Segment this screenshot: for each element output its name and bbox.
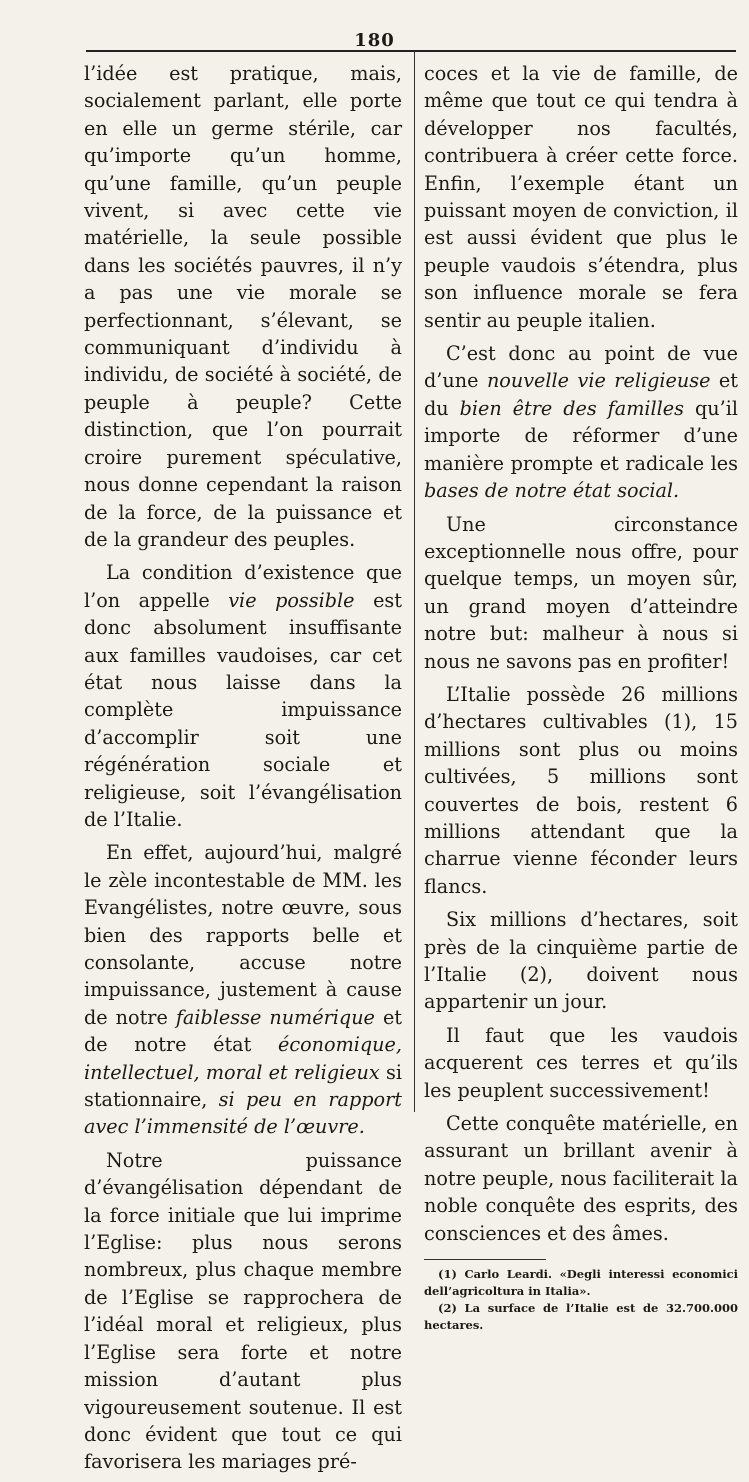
text-run: l’idée est pratique, mais, socialement parlant, elle porte en elle un germe stérile, car qu’importe qu’un homme, qu’une famille, qu’un peuple vivent, si avec cette vie matérielle, la seule possible dans les sociétés pauvres, il n’y a pas une vie morale se perfectionnant, s’élevant, se communiquant d’individu à individu, de société à société, de peuple à peuple? Cette distinction, que l’on pourrait croire purement spéculative, nous donne cependant la raison de la force, de la puissance et de la grandeur des peuples. [84, 62, 402, 551]
text-run: et du [424, 369, 738, 420]
right-column [424, 60, 738, 1334]
text-run: si stationnaire, [84, 1060, 402, 1112]
page-number: 180 [354, 30, 395, 51]
paragraph [424, 340, 738, 504]
text-run: et de notre état [84, 1005, 403, 1057]
text-run: C’est donc au point de vue d’une [424, 342, 738, 393]
italic-text: bases de notre état social. [424, 479, 680, 503]
footnote-rule [424, 1259, 546, 1260]
text-run: La condition d’existence que l’on appelle [84, 561, 402, 612]
paragraph [424, 1110, 738, 1247]
column-divider [414, 52, 415, 1112]
paragraph [424, 60, 738, 334]
text-run: Une circonstance exceptionnelle nous offre, pour quelque temps, un moyen sûr, un grand moyen d’atteindre notre but: malheur à nous si nous ne savons pas en profiter! [424, 512, 738, 673]
italic-text: faiblesse numérique [175, 1005, 375, 1029]
italic-text: vie possible [228, 588, 355, 612]
italic-text: si peu en rapport avec l’immensité de l’œuvre. [84, 1088, 402, 1139]
italic-text: bien être des familles [459, 396, 685, 420]
paragraph [84, 1147, 402, 1476]
text-run: est donc absolument insuffisante aux familles vaudoises, car cet état nous laisse dans la complète impuissance d’accomplir soit une régénération sociale et religieuse, soit l’évangélisation de l’Italie. [84, 588, 402, 831]
paragraph [424, 1022, 738, 1104]
text-run: En effet, aujourd’hui, malgré le zèle incontestable de MM. les Evangélistes, notre œuvre, sous bien des rapports belle et consolante, accuse notre impuissance, justement à cause de notre [84, 841, 402, 1029]
paragraph [424, 681, 738, 900]
text-run: Cette conquête matérielle, en assurant un brillant avenir à notre peuple, nous faciliterait la noble conquête des esprits, des consciences et des âmes. [424, 1112, 738, 1245]
text-run: coces et la vie de famille, de même que tout ce qui tendra à développer nos facultés, contribuera à créer cette force. Enfin, l’exemple étant un puissant moyen de conviction, il est aussi évident que plus le peuple vaudois s’étendra, plus son influence morale se fera sentir au peuple italien. [424, 62, 738, 332]
paragraph [84, 559, 402, 833]
left-column [84, 60, 402, 1482]
text-run: L’Italie possède 26 millions d’hectares cultivables (1), 15 millions sont plus ou moins cultivées, 5 millions sont couvertes de bois, restent 6 millions attendant que la charrue vienne féconder leurs flancs. [424, 682, 738, 898]
header-rule [86, 50, 736, 52]
paragraph [424, 906, 738, 1016]
right-column-body [424, 60, 738, 1247]
italic-text: économique, intellectuel, moral et religieux [84, 1033, 402, 1084]
italic-text: nouvelle vie religieuse [486, 369, 711, 393]
paragraph [84, 60, 402, 553]
text-run: Six millions d’hectares, soit près de la cinquième partie de l’Italie (2), doivent nous appartenir un jour. [424, 908, 738, 1014]
paragraph [424, 511, 738, 675]
text-run: Notre puissance d’évangélisation dépendant de la force initiale que lui imprime l’Eglise: plus nous serons nombreux, plus chaque membre de l’Eglise se rapprochera de l’idéal moral et religieux, plus l’Eglise sera forte et notre mission d’autant plus vigoureusement soutenue. Il est donc évident que tout ce qui favorisera les mariages pré- [84, 1148, 402, 1474]
text-run: qu’il importe de réformer d’une manière prompte et radicale les [424, 396, 738, 475]
text-run: Il faut que les vaudois acquerent ces terres et qu’ils les peuplent successivement! [424, 1023, 738, 1102]
footnote-1: (1) Carlo Leardi. «Degli interessi economici dell’agricoltura in Italia». [424, 1267, 738, 1299]
paragraph [84, 839, 402, 1140]
footnote-2: (2) La surface de l’Italie est de 32.700.000 hectares. [424, 1301, 738, 1333]
